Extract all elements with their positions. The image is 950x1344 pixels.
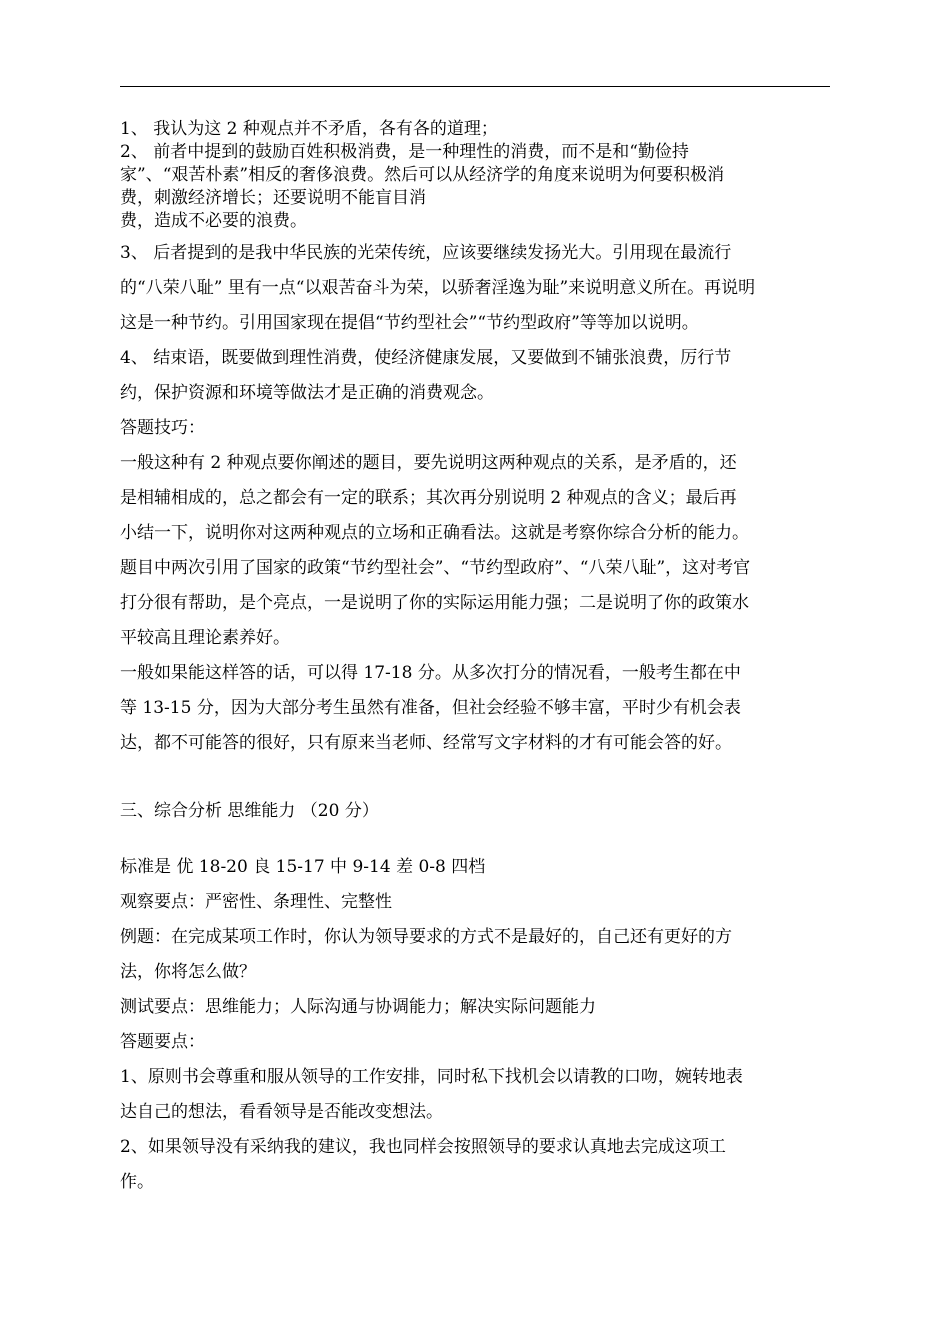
- text-line: 标准是 优 18-20 良 15-17 中 9-14 差 0-8 四档: [120, 857, 486, 877]
- text-line: 等 13-15 分，因为大部分考生虽然有准备，但社会经验不够丰富，平时少有机会表: [120, 698, 741, 718]
- text-line: 一般这种有 2 种观点要你阐述的题目，要先说明这两种观点的关系，是矛盾的，还: [120, 453, 737, 473]
- text-line: 例题：在完成某项工作时，你认为领导要求的方式不是最好的，自己还有更好的方: [120, 927, 732, 947]
- document-body: [120, 118, 830, 1200]
- text-line: 费，造成不必要的浪费。: [120, 211, 307, 231]
- text-line: 测试要点：思维能力；人际沟通与协调能力；解决实际问题能力: [120, 997, 596, 1017]
- paragraph-block-3: [120, 850, 830, 1200]
- text-line: 答题要点：: [120, 1032, 205, 1052]
- text-line: 答题技巧：: [120, 418, 205, 438]
- section-heading: 三、综合分析 思维能力 （20 分）: [120, 801, 379, 821]
- paragraph-block-1: [120, 118, 830, 233]
- text-line: 家”、“艰苦朴素”相反的奢侈浪费。然后可以从经济学的角度来说明为何要积极消: [120, 165, 725, 185]
- paragraph-block-2: [120, 236, 830, 761]
- text-line: 小结一下，说明你对这两种观点的立场和正确看法。这就是考察你综合分析的能力。: [120, 523, 749, 543]
- text-line: 观察要点：严密性、条理性、完整性: [120, 892, 392, 912]
- text-line: 1、原则书会尊重和服从领导的工作安排，同时私下找机会以请教的口吻，婉转地表: [120, 1067, 743, 1087]
- text-line: 3、 后者提到的是我中华民族的光荣传统，应该要继续发扬光大。引用现在最流行: [120, 243, 732, 263]
- text-line: 打分很有帮助，是个亮点，一是说明了你的实际运用能力强；二是说明了你的政策水: [120, 593, 749, 613]
- text-line: 约，保护资源和环境等做法才是正确的消费观念。: [120, 383, 494, 403]
- header-rule: [120, 86, 830, 87]
- text-line: 法，你将怎么做？: [120, 962, 256, 982]
- text-line: 平较高且理论素养好。: [120, 628, 290, 648]
- text-line: 2、 前者中提到的鼓励百姓积极消费，是一种理性的消费，而不是和“勤俭持: [120, 142, 689, 162]
- section-heading-block: [120, 794, 830, 829]
- text-line: 4、 结束语，既要做到理性消费，使经济健康发展，又要做到不铺张浪费，厉行节: [120, 348, 732, 368]
- text-line: 这是一种节约。引用国家现在提倡“节约型社会”“节约型政府”等等加以说明。: [120, 313, 699, 333]
- text-line: 达自己的想法，看看领导是否能改变想法。: [120, 1102, 443, 1122]
- text-line: 2、如果领导没有采纳我的建议，我也同样会按照领导的要求认真地去完成这项工: [120, 1137, 726, 1157]
- text-line: 作。: [120, 1172, 154, 1192]
- text-line: 一般如果能这样答的话，可以得 17-18 分。从多次打分的情况看，一般考生都在中: [120, 663, 741, 683]
- text-line: 1、 我认为这 2 种观点并不矛盾，各有各的道理；: [120, 119, 498, 139]
- text-line: 达，都不可能答的很好，只有原来当老师、经常写文字材料的才有可能会答的好。: [120, 733, 732, 753]
- text-line: 费，刺激经济增长；还要说明不能盲目消: [120, 188, 426, 208]
- text-line: 是相辅相成的，总之都会有一定的联系；其次再分别说明 2 种观点的含义；最后再: [120, 488, 737, 508]
- text-line: 的“八荣八耻” 里有一点“以艰苦奋斗为荣，以骄奢淫逸为耻”来说明意义所在。再说明: [120, 278, 756, 298]
- text-line: 题目中两次引用了国家的政策“节约型社会”、“节约型政府”、“八荣八耻”，这对考官: [120, 558, 751, 578]
